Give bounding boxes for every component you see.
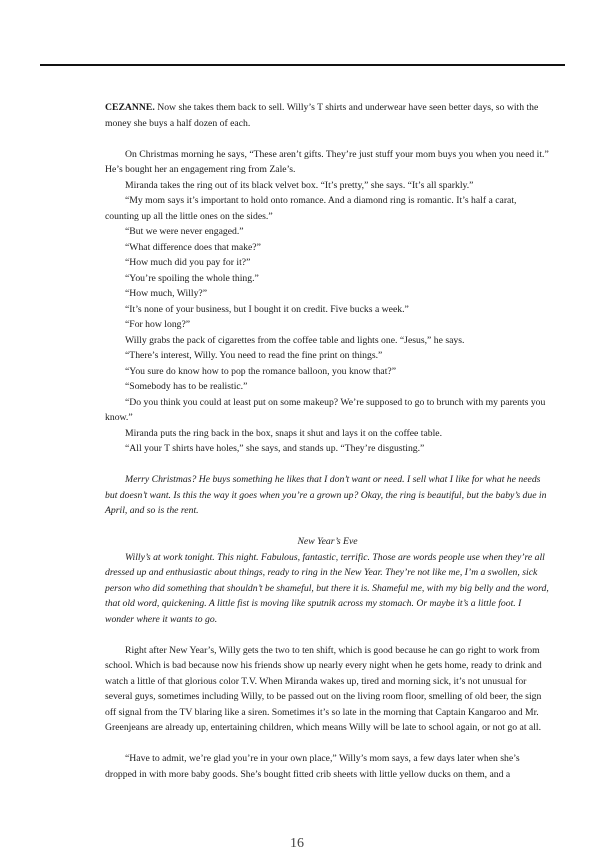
paragraph: Right after New Year’s, Willy gets the two to ten shift, which is good because he can go right to work from school. Which is bad because now his friends show up nearly every night when he gets home, ready to drink and watch a little of that glorious color T.V. When Miranda wakes up, tired and morning sick, it’s not unusual for several guys, sometimes including Willy, to be passed out on the living room floor, smelling of old beer, the sign off signal from the TV blaring like a siren. Sometimes it’s so late in the morning that Captain Kangaroo and Mr. Greenjeans are already up, entertaining children, which means Willy will be late to school again, or not go at all. [105,644,542,733]
paragraph: Miranda takes the ring out of its black velvet box. “It’s pretty,” she says. “It’s all sparkly.” [125,179,474,191]
paragraph [105,100,550,131]
paragraph: Willy grabs the pack of cigarettes from the coffee table and lights one. “Jesus,” he says. [125,334,465,346]
paragraph: “It’s none of your business, but I bought it on credit. Five bucks a week.” [125,303,409,315]
paragraph: “You’re spoiling the whole thing.” [125,272,259,284]
paragraph: “There’s interest, Willy. You need to read the fine print on things.” [125,350,383,361]
italic-paragraph: Willy’s at work tonight. This night. Fabulous, fantastic, terrific. Those are words people use when they’re all dressed up and enthusiastic about things, ready to ring in the New Year. They’re not like me, I’m a swollen, sick person who did something that shouldn’t be shameful, but there it is. Shameful me, with my big belly and the word, that old word, quickening. A little fist is moving like sputnik across my stomach. Or maybe it’s a little foot. I wonder where it wants to go. [105,551,549,625]
paragraph: “My mom says it’s important to hold onto romance. And a diamond ring is romantic. It’s half a carat, counting up all the little ones on the sides.” [105,195,517,222]
paragraph: On Christmas morning he says, “These aren’t gifts. They’re just stuff your mom buys you when you need it.” He’s bought her an engagement ring from Zale’s. [105,148,549,175]
paragraph: “How much did you pay for it?” [125,257,251,268]
paragraph: “Have to admit, we’re glad you’re in your own place,” Willy’s mom says, a few days later when she’s dropped in with more baby goods. She’s bought fitted crib sheets with little yellow ducks on them, and a [105,753,520,780]
paragraph: “All your T shirts have holes,” she says, and stands up. “They’re disgusting.” [125,443,425,454]
paragraph: “How much, Willy?” [125,288,208,299]
paragraph: “Somebody has to be realistic.” [125,381,248,392]
section-title: New Year’s Eve [297,536,358,547]
page-number: 16 [290,836,304,851]
page-body [105,100,550,782]
italic-paragraph: Merry Christmas? He buys something he likes that I don’t want or need. I sell what I like for what he needs but doesn’t want. Is this the way it goes when you’re a grown up? Okay, the ring is beautiful, but the baby’s due in April, and so is the rent. [105,474,547,516]
chapter-heading-fragment: CEZANNE. [105,102,155,113]
paragraph: “For how long?” [125,319,191,330]
paragraph: “But we were never engaged.” [125,226,244,237]
paragraph: “What difference does that make?” [125,241,261,253]
paragraph: “Do you think you could at least put on some makeup? We’re supposed to go to brunch with my parents you know.” [105,396,546,423]
paragraph: Miranda puts the ring back in the box, snaps it shut and lays it on the coffee table. [125,427,443,439]
paragraph-text: Now she takes them back to sell. Willy’s T shirts and underwear have seen better days, so with the money she buys a half dozen of each. [105,102,539,129]
header-rule [40,64,565,66]
paragraph: “You sure do know how to pop the romance balloon, you know that?” [125,365,397,377]
